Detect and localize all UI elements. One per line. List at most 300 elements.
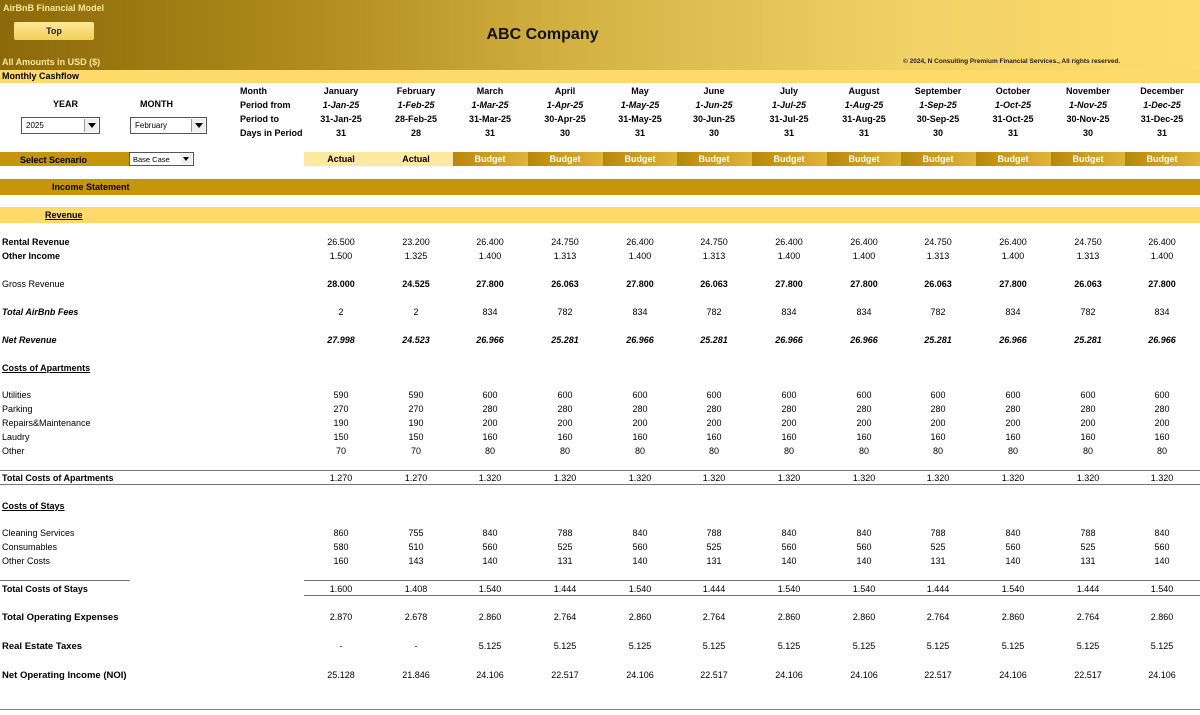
real-estate-taxes-value: 5.125 bbox=[1150, 641, 1174, 651]
period-to: 31-Oct-25 bbox=[992, 114, 1034, 124]
month-name: January bbox=[323, 86, 359, 96]
utilities-value: 600 bbox=[1080, 390, 1096, 400]
total-apartments-value: 1.270 bbox=[329, 473, 353, 483]
utilities-value: 600 bbox=[632, 390, 648, 400]
gross-revenue-label: Gross Revenue bbox=[2, 279, 65, 289]
copyright-note: © 2024, N Consulting Premium Financial Services., All rights reserved. bbox=[903, 58, 1121, 65]
period-from: 1-Aug-25 bbox=[844, 100, 884, 110]
month-select-value: February bbox=[135, 121, 168, 130]
total-stays-value: 1.444 bbox=[702, 584, 726, 594]
net-revenue-value: 25.281 bbox=[700, 335, 728, 345]
other-costs-value: 160 bbox=[333, 556, 349, 566]
frame-border bbox=[0, 709, 1200, 710]
days-in-period: 30 bbox=[708, 128, 719, 138]
scenario-select-value: Base Case bbox=[133, 155, 170, 164]
days-in-period: 31 bbox=[783, 128, 794, 138]
section-bar bbox=[0, 70, 1200, 83]
noi-label: Net Operating Income (NOI) bbox=[2, 670, 127, 681]
row-divider bbox=[0, 580, 130, 581]
utilities-value: 590 bbox=[333, 390, 349, 400]
total-stays-value: 1.444 bbox=[553, 584, 577, 594]
period-from: 1-Mar-25 bbox=[471, 100, 509, 110]
period-from: 1-Oct-25 bbox=[994, 100, 1031, 110]
repairs-value: 200 bbox=[632, 418, 648, 428]
laundry-value: 160 bbox=[1005, 432, 1021, 442]
real-estate-taxes-value: 5.125 bbox=[628, 641, 652, 651]
other-apt-value: 80 bbox=[1156, 446, 1167, 456]
days-in-period: 31 bbox=[1156, 128, 1167, 138]
cleaning-value: 788 bbox=[706, 528, 722, 538]
cleaning-value: 755 bbox=[408, 528, 424, 538]
other-apt-value: 80 bbox=[559, 446, 570, 456]
repairs-value: 190 bbox=[333, 418, 349, 428]
scenario-cell: Budget bbox=[603, 152, 678, 166]
total-opex-value: 2.860 bbox=[1150, 612, 1174, 622]
parking-value: 280 bbox=[856, 404, 872, 414]
airbnb-fees-value: 834 bbox=[781, 307, 797, 317]
utilities-value: 600 bbox=[706, 390, 722, 400]
row-header-month: Month bbox=[240, 86, 267, 96]
total-apartments-value: 1.320 bbox=[852, 473, 876, 483]
airbnb-fees-value: 782 bbox=[930, 307, 946, 317]
total-stays-value: 1.540 bbox=[1150, 584, 1174, 594]
total-opex-value: 2.860 bbox=[777, 612, 801, 622]
noi-value: 24.106 bbox=[1148, 670, 1176, 680]
gross-revenue-value: 28.000 bbox=[327, 279, 355, 289]
parking-value: 270 bbox=[333, 404, 349, 414]
airbnb-fees-value: 834 bbox=[1005, 307, 1021, 317]
airbnb-fees-value: 2 bbox=[338, 307, 344, 317]
consumables-value: 525 bbox=[1080, 542, 1096, 552]
cleaning-value: 788 bbox=[930, 528, 946, 538]
month-name: July bbox=[779, 86, 798, 96]
laundry-value: 160 bbox=[482, 432, 498, 442]
chevron-down-icon[interactable] bbox=[84, 119, 98, 132]
month-label: MONTH bbox=[140, 99, 173, 109]
parking-value: 280 bbox=[1005, 404, 1021, 414]
days-in-period: 30 bbox=[932, 128, 943, 138]
airbnb-fees-value: 782 bbox=[1080, 307, 1096, 317]
other-costs-value: 131 bbox=[557, 556, 573, 566]
company-title: ABC Company bbox=[486, 26, 599, 43]
row-header-period-from: Period from bbox=[240, 100, 291, 110]
laundry-value: 160 bbox=[1154, 432, 1170, 442]
other-costs-value: 140 bbox=[1005, 556, 1021, 566]
revenue-title: Revenue bbox=[45, 210, 83, 220]
currency-note: All Amounts in USD ($) bbox=[2, 57, 101, 67]
other-income-value: 1.400 bbox=[478, 251, 502, 261]
other-income-value: 1.325 bbox=[404, 251, 428, 261]
rental-revenue-value: 26.400 bbox=[476, 237, 504, 247]
costs-apartments-title-label: Costs of Apartments bbox=[2, 363, 91, 373]
net-revenue-value: 24.523 bbox=[402, 335, 430, 345]
other-income-value: 1.400 bbox=[777, 251, 801, 261]
other-costs-value: 140 bbox=[632, 556, 648, 566]
airbnb-fees-label: Total AirBnb Fees bbox=[2, 307, 79, 317]
total-stays-value: 1.540 bbox=[478, 584, 502, 594]
total-apartments-value: 1.270 bbox=[404, 473, 428, 483]
cleaning-value: 840 bbox=[856, 528, 872, 538]
chevron-down-icon[interactable] bbox=[181, 154, 192, 164]
other-apt-value: 80 bbox=[1082, 446, 1093, 456]
real-estate-taxes-value: 5.125 bbox=[1076, 641, 1100, 651]
cleaning-value: 840 bbox=[1005, 528, 1021, 538]
utilities-value: 600 bbox=[781, 390, 797, 400]
cleaning-value: 788 bbox=[557, 528, 573, 538]
period-to: 31-Jul-25 bbox=[769, 114, 809, 124]
rental-revenue-value: 26.500 bbox=[327, 237, 355, 247]
scenario-cell: Budget bbox=[453, 152, 528, 166]
scenario-cell: Budget bbox=[1051, 152, 1126, 166]
period-to: 31-Aug-25 bbox=[842, 114, 886, 124]
period-to: 30-Sep-25 bbox=[916, 114, 960, 124]
scenario-cell: Budget bbox=[1125, 152, 1200, 166]
period-to: 31-Dec-25 bbox=[1140, 114, 1184, 124]
section-title: Monthly Cashflow bbox=[2, 71, 79, 81]
utilities-value: 590 bbox=[408, 390, 424, 400]
period-from: 1-Jul-25 bbox=[771, 100, 806, 110]
other-apt-value: 80 bbox=[858, 446, 869, 456]
utilities-value: 600 bbox=[1154, 390, 1170, 400]
gross-revenue-value: 26.063 bbox=[551, 279, 579, 289]
total-opex-value: 2.860 bbox=[478, 612, 502, 622]
laundry-value: 160 bbox=[632, 432, 648, 442]
period-from: 1-Feb-25 bbox=[397, 100, 435, 110]
real-estate-taxes-value: 5.125 bbox=[702, 641, 726, 651]
parking-value: 270 bbox=[408, 404, 424, 414]
gross-revenue-value: 27.800 bbox=[476, 279, 504, 289]
net-revenue-value: 25.281 bbox=[1074, 335, 1102, 345]
other-costs-label: Other Costs bbox=[2, 556, 51, 566]
cleaning-value: 840 bbox=[1154, 528, 1170, 538]
parking-value: 280 bbox=[557, 404, 573, 414]
income-statement-band bbox=[0, 179, 1200, 195]
net-revenue-value: 26.966 bbox=[850, 335, 878, 345]
period-to: 30-Apr-25 bbox=[544, 114, 586, 124]
other-costs-value: 143 bbox=[408, 556, 424, 566]
cleaning-value: 840 bbox=[482, 528, 498, 538]
total-apartments-value: 1.320 bbox=[702, 473, 726, 483]
row-divider bbox=[0, 470, 1200, 471]
cleaning-label: Cleaning Services bbox=[2, 528, 75, 538]
days-in-period: 31 bbox=[1007, 128, 1018, 138]
month-name: May bbox=[631, 86, 649, 96]
total-apartments-value: 1.320 bbox=[1150, 473, 1174, 483]
utilities-value: 600 bbox=[930, 390, 946, 400]
noi-value: 25.128 bbox=[327, 670, 355, 680]
consumables-value: 560 bbox=[781, 542, 797, 552]
noi-value: 24.106 bbox=[476, 670, 504, 680]
real-estate-taxes-label: Real Estate Taxes bbox=[2, 641, 83, 652]
period-from: 1-May-25 bbox=[620, 100, 660, 110]
repairs-value: 200 bbox=[856, 418, 872, 428]
days-in-period: 31 bbox=[634, 128, 645, 138]
top-button[interactable]: Top bbox=[14, 22, 94, 40]
other-apt-value: 80 bbox=[932, 446, 943, 456]
repairs-value: 200 bbox=[1005, 418, 1021, 428]
total-stays-value: 1.540 bbox=[777, 584, 801, 594]
month-name: September bbox=[914, 86, 962, 96]
noi-value: 21.846 bbox=[402, 670, 430, 680]
days-in-period: 28 bbox=[410, 128, 421, 138]
repairs-value: 190 bbox=[408, 418, 424, 428]
gross-revenue-value: 27.800 bbox=[850, 279, 878, 289]
period-from: 1-Dec-25 bbox=[1143, 100, 1181, 110]
repairs-label: Repairs&Maintenance bbox=[2, 418, 91, 428]
other-costs-value: 131 bbox=[706, 556, 722, 566]
noi-value: 24.106 bbox=[775, 670, 803, 680]
revenue-band bbox=[0, 207, 1200, 223]
other-apt-value: 80 bbox=[1007, 446, 1018, 456]
consumables-value: 525 bbox=[706, 542, 722, 552]
net-revenue-value: 26.966 bbox=[1148, 335, 1176, 345]
noi-value: 24.106 bbox=[999, 670, 1027, 680]
other-costs-value: 131 bbox=[1080, 556, 1096, 566]
scenario-cell: Actual bbox=[304, 152, 379, 166]
period-to: 30-Nov-25 bbox=[1066, 114, 1110, 124]
total-stays-value: 1.540 bbox=[628, 584, 652, 594]
year-select[interactable] bbox=[21, 117, 100, 134]
total-opex-value: 2.764 bbox=[553, 612, 577, 622]
period-from: 1-Jun-25 bbox=[695, 100, 733, 110]
laundry-value: 160 bbox=[856, 432, 872, 442]
rental-revenue-value: 26.400 bbox=[775, 237, 803, 247]
cleaning-value: 840 bbox=[781, 528, 797, 538]
net-revenue-value: 26.966 bbox=[775, 335, 803, 345]
net-revenue-value: 25.281 bbox=[924, 335, 952, 345]
total-opex-value: 2.764 bbox=[926, 612, 950, 622]
total-apartments-value: 1.320 bbox=[1001, 473, 1025, 483]
repairs-value: 200 bbox=[1080, 418, 1096, 428]
other-costs-value: 131 bbox=[930, 556, 946, 566]
days-in-period: 30 bbox=[559, 128, 570, 138]
scenario-cell: Budget bbox=[827, 152, 902, 166]
gross-revenue-value: 27.800 bbox=[775, 279, 803, 289]
airbnb-fees-value: 782 bbox=[706, 307, 722, 317]
net-revenue-value: 26.966 bbox=[999, 335, 1027, 345]
period-to: 31-Mar-25 bbox=[468, 114, 512, 124]
total-stays-value: 1.444 bbox=[926, 584, 950, 594]
cleaning-value: 788 bbox=[1080, 528, 1096, 538]
noi-value: 22.517 bbox=[924, 670, 952, 680]
airbnb-fees-value: 782 bbox=[557, 307, 573, 317]
costs-stays-title-label: Costs of Stays bbox=[2, 501, 65, 511]
other-income-value: 1.313 bbox=[926, 251, 950, 261]
scenario-gap bbox=[194, 152, 304, 166]
consumables-value: 560 bbox=[632, 542, 648, 552]
total-opex-value: 2.860 bbox=[628, 612, 652, 622]
rental-revenue-value: 26.400 bbox=[1148, 237, 1176, 247]
real-estate-taxes-value: 5.125 bbox=[852, 641, 876, 651]
total-apartments-label: Total Costs of Apartments bbox=[2, 473, 114, 483]
parking-value: 280 bbox=[781, 404, 797, 414]
total-apartments-value: 1.320 bbox=[777, 473, 801, 483]
consumables-value: 510 bbox=[408, 542, 424, 552]
other-income-value: 1.500 bbox=[329, 251, 353, 261]
total-apartments-value: 1.320 bbox=[1076, 473, 1100, 483]
total-opex-value: 2.860 bbox=[1001, 612, 1025, 622]
other-income-value: 1.400 bbox=[852, 251, 876, 261]
total-opex-label: Total Operating Expenses bbox=[2, 612, 119, 623]
period-to: 30-Jun-25 bbox=[692, 114, 736, 124]
other-income-value: 1.400 bbox=[628, 251, 652, 261]
row-header-period-to: Period to bbox=[240, 114, 280, 124]
gross-revenue-value: 26.063 bbox=[1074, 279, 1102, 289]
rental-revenue-label: Rental Revenue bbox=[2, 237, 70, 247]
rental-revenue-value: 26.400 bbox=[626, 237, 654, 247]
days-in-period: 31 bbox=[484, 128, 495, 138]
airbnb-fees-value: 834 bbox=[856, 307, 872, 317]
laundry-value: 160 bbox=[1080, 432, 1096, 442]
utilities-value: 600 bbox=[856, 390, 872, 400]
other-income-value: 1.400 bbox=[1001, 251, 1025, 261]
gross-revenue-value: 27.800 bbox=[626, 279, 654, 289]
row-divider bbox=[304, 595, 1200, 596]
days-in-period: 30 bbox=[1082, 128, 1093, 138]
repairs-value: 200 bbox=[706, 418, 722, 428]
scenario-cell: Budget bbox=[677, 152, 752, 166]
month-name: December bbox=[1140, 86, 1184, 96]
utilities-value: 600 bbox=[557, 390, 573, 400]
period-from: 1-Jan-25 bbox=[322, 100, 360, 110]
total-stays-label: Total Costs of Stays bbox=[2, 584, 88, 594]
rental-revenue-value: 23.200 bbox=[402, 237, 430, 247]
header-banner bbox=[0, 0, 1200, 70]
app-title: AirBnB Financial Model bbox=[3, 3, 105, 13]
utilities-label: Utilities bbox=[2, 390, 32, 400]
other-apt-value: 80 bbox=[484, 446, 495, 456]
other-costs-value: 140 bbox=[1154, 556, 1170, 566]
scenario-cell: Budget bbox=[976, 152, 1051, 166]
chevron-down-icon[interactable] bbox=[191, 119, 205, 132]
real-estate-taxes-value: 5.125 bbox=[553, 641, 577, 651]
scenario-cell: Budget bbox=[528, 152, 603, 166]
month-name: June bbox=[703, 86, 725, 96]
year-label: YEAR bbox=[53, 99, 79, 109]
net-revenue-value: 27.998 bbox=[327, 335, 355, 345]
consumables-value: 525 bbox=[557, 542, 573, 552]
repairs-value: 200 bbox=[482, 418, 498, 428]
other-costs-value: 140 bbox=[482, 556, 498, 566]
income-statement-title: Income Statement bbox=[52, 182, 130, 192]
real-estate-taxes-value: - bbox=[339, 641, 343, 651]
period-from: 1-Apr-25 bbox=[546, 100, 584, 110]
real-estate-taxes-value: 5.125 bbox=[478, 641, 502, 651]
net-revenue-value: 26.966 bbox=[476, 335, 504, 345]
net-revenue-value: 25.281 bbox=[551, 335, 579, 345]
other-apt-value: 70 bbox=[335, 446, 346, 456]
parking-value: 280 bbox=[1080, 404, 1096, 414]
gross-revenue-value: 27.800 bbox=[999, 279, 1027, 289]
scenario-cell: Budget bbox=[901, 152, 976, 166]
total-stays-value: 1.540 bbox=[1001, 584, 1025, 594]
utilities-value: 600 bbox=[1005, 390, 1021, 400]
other-income-value: 1.313 bbox=[553, 251, 577, 261]
total-stays-value: 1.600 bbox=[329, 584, 353, 594]
total-stays-value: 1.408 bbox=[404, 584, 428, 594]
consumables-value: 580 bbox=[333, 542, 349, 552]
period-to: 28-Feb-25 bbox=[394, 114, 438, 124]
other-costs-value: 140 bbox=[781, 556, 797, 566]
total-opex-value: 2.860 bbox=[852, 612, 876, 622]
laundry-value: 150 bbox=[408, 432, 424, 442]
noi-value: 24.106 bbox=[850, 670, 878, 680]
parking-label: Parking bbox=[2, 404, 33, 414]
scenario-label: Select Scenario bbox=[20, 155, 88, 165]
total-opex-value: 2.764 bbox=[1076, 612, 1100, 622]
total-opex-value: 2.870 bbox=[329, 612, 353, 622]
month-name: April bbox=[554, 86, 576, 96]
month-name: October bbox=[995, 86, 1031, 96]
other-apt-label: Other bbox=[2, 446, 25, 456]
laundry-value: 160 bbox=[781, 432, 797, 442]
consumables-value: 560 bbox=[1005, 542, 1021, 552]
real-estate-taxes-value: - bbox=[414, 641, 418, 651]
parking-value: 280 bbox=[706, 404, 722, 414]
other-apt-value: 80 bbox=[708, 446, 719, 456]
parking-value: 280 bbox=[632, 404, 648, 414]
total-apartments-value: 1.320 bbox=[478, 473, 502, 483]
parking-value: 280 bbox=[930, 404, 946, 414]
total-opex-value: 2.764 bbox=[702, 612, 726, 622]
month-name: March bbox=[476, 86, 504, 96]
airbnb-fees-value: 834 bbox=[1154, 307, 1170, 317]
total-stays-value: 1.444 bbox=[1076, 584, 1100, 594]
repairs-value: 200 bbox=[930, 418, 946, 428]
row-divider bbox=[304, 580, 1200, 581]
noi-value: 22.517 bbox=[1074, 670, 1102, 680]
rental-revenue-value: 26.400 bbox=[999, 237, 1027, 247]
real-estate-taxes-value: 5.125 bbox=[926, 641, 950, 651]
noi-value: 22.517 bbox=[551, 670, 579, 680]
consumables-value: 560 bbox=[1154, 542, 1170, 552]
days-in-period: 31 bbox=[858, 128, 869, 138]
laundry-value: 160 bbox=[557, 432, 573, 442]
other-apt-value: 80 bbox=[634, 446, 645, 456]
repairs-value: 200 bbox=[557, 418, 573, 428]
real-estate-taxes-value: 5.125 bbox=[777, 641, 801, 651]
month-select[interactable] bbox=[130, 117, 207, 134]
real-estate-taxes-value: 5.125 bbox=[1001, 641, 1025, 651]
other-income-value: 1.313 bbox=[702, 251, 726, 261]
period-to: 31-Jan-25 bbox=[320, 114, 362, 124]
utilities-value: 600 bbox=[482, 390, 498, 400]
month-name: November bbox=[1065, 86, 1110, 96]
consumables-label: Consumables bbox=[2, 542, 58, 552]
net-revenue-value: 26.966 bbox=[626, 335, 654, 345]
row-header-days: Days in Period bbox=[240, 128, 303, 138]
scenario-select[interactable] bbox=[129, 152, 194, 166]
cleaning-value: 860 bbox=[333, 528, 349, 538]
year-select-value: 2025 bbox=[26, 121, 44, 130]
rental-revenue-value: 24.750 bbox=[924, 237, 952, 247]
total-apartments-value: 1.320 bbox=[553, 473, 577, 483]
noi-value: 22.517 bbox=[700, 670, 728, 680]
airbnb-fees-value: 2 bbox=[413, 307, 419, 317]
parking-value: 280 bbox=[482, 404, 498, 414]
gross-revenue-value: 26.063 bbox=[924, 279, 952, 289]
days-in-period: 31 bbox=[335, 128, 346, 138]
scenario-cell: Actual bbox=[379, 152, 454, 166]
cleaning-value: 840 bbox=[632, 528, 648, 538]
consumables-value: 525 bbox=[930, 542, 946, 552]
noi-value: 24.106 bbox=[626, 670, 654, 680]
other-apt-value: 70 bbox=[410, 446, 421, 456]
laundry-label: Laudry bbox=[2, 432, 30, 442]
rental-revenue-value: 26.400 bbox=[850, 237, 878, 247]
rental-revenue-value: 24.750 bbox=[551, 237, 579, 247]
repairs-value: 200 bbox=[781, 418, 797, 428]
